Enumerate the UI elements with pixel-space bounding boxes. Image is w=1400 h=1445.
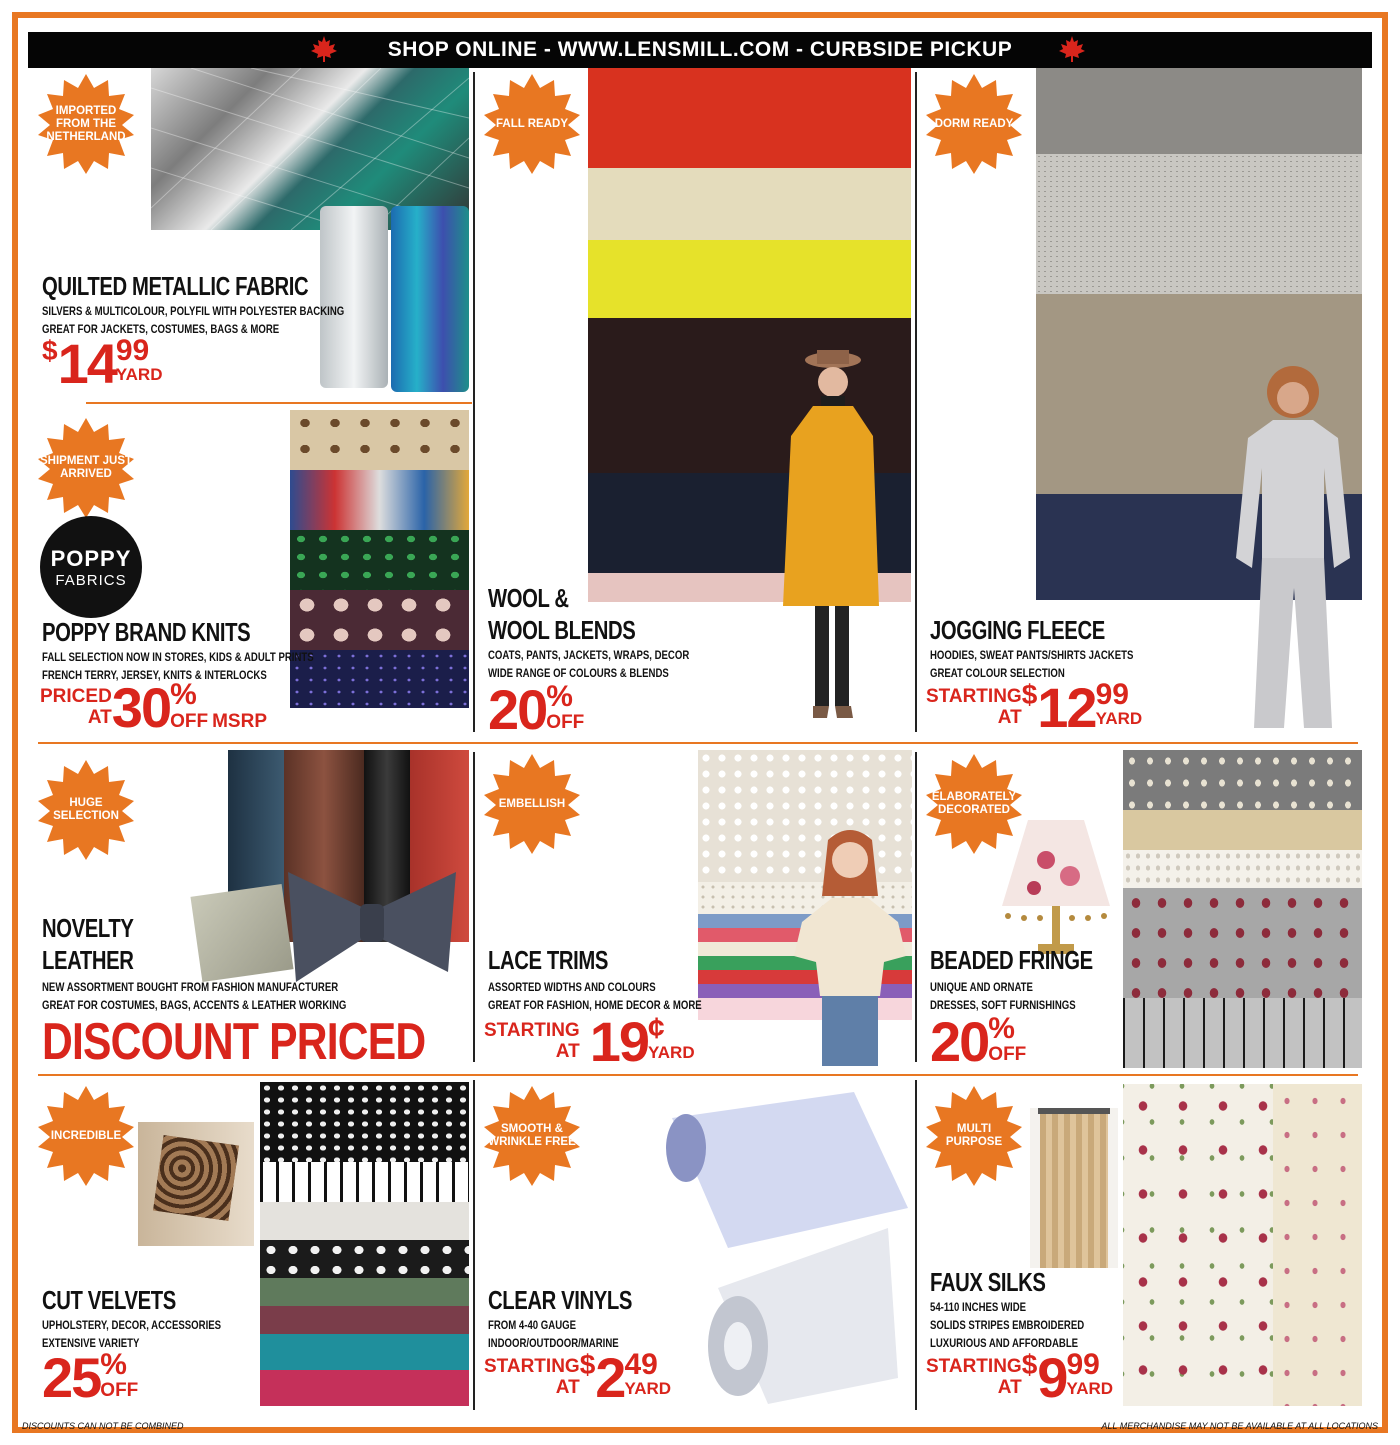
product-title: JOGGING FLEECE bbox=[930, 615, 1105, 645]
cut-velvets-photo bbox=[260, 1082, 469, 1406]
price-tag: DISCOUNT PRICED bbox=[42, 1013, 426, 1071]
product-desc: FALL SELECTION NOW IN STORES, KIDS & ADULT PRINTS bbox=[42, 650, 314, 664]
price-tag: 20 % OFF bbox=[488, 678, 585, 741]
product-desc: HOODIES, SWEAT PANTS/SHIRTS JACKETS bbox=[930, 648, 1134, 662]
badge-burst: IMPORTED FROM THE NETHERLAND bbox=[34, 72, 138, 176]
footer-note-right: ALL MERCHANDISE MAY NOT BE AVAILABLE AT ALL LOCATIONS bbox=[1101, 1421, 1378, 1431]
iridescent-fabric-roll bbox=[391, 206, 469, 392]
price-tag: STARTING AT $12 99 YARD bbox=[926, 676, 1143, 739]
footer-note-left: DISCOUNTS CAN NOT BE COMBINED bbox=[22, 1421, 184, 1431]
product-desc: WIDE RANGE OF COLOURS & BLENDS bbox=[488, 666, 669, 680]
silver-fabric-roll bbox=[320, 206, 388, 388]
maple-leaf-icon bbox=[309, 34, 339, 64]
column-divider bbox=[473, 1080, 475, 1410]
column-divider bbox=[915, 1080, 917, 1410]
product-desc: NEW ASSORTMENT BOUGHT FROM FASHION MANUFACTURER bbox=[42, 980, 339, 994]
product-desc: UNIQUE AND ORNATE bbox=[930, 980, 1033, 994]
product-title: WOOL BLENDS bbox=[488, 615, 636, 645]
badge-burst: SHIPMENT JUST ARRIVED bbox=[34, 416, 138, 520]
flyer-page bbox=[28, 28, 1372, 1422]
velvet-pillow-photo bbox=[138, 1122, 254, 1246]
product-desc: GREAT FOR JACKETS, COSTUMES, BAGS & MORE bbox=[42, 322, 280, 336]
poppy-fabrics-logo: POPPY FABRICS bbox=[40, 516, 142, 618]
product-title: POPPY BRAND KNITS bbox=[42, 617, 251, 647]
badge-burst: ELABORATELY DECORATED bbox=[922, 752, 1026, 856]
price-tag: PRICED AT 30 % OFF MSRP bbox=[40, 676, 267, 739]
price-tag: STARTING AT $9 99 YARD bbox=[926, 1346, 1114, 1409]
top-banner[interactable] bbox=[28, 32, 1372, 68]
price-tag: 20 % OFF bbox=[930, 1010, 1027, 1073]
product-desc: GREAT FOR COSTUMES, BAGS, ACCENTS & LEATHER WORKING bbox=[42, 998, 347, 1012]
badge-burst: MULTI PURPOSE bbox=[922, 1084, 1026, 1188]
price-tag: STARTING AT 19 ¢ YARD bbox=[484, 1010, 695, 1073]
price-tag: STARTING AT $2 49 YARD bbox=[484, 1346, 672, 1409]
product-desc: EXTENSIVE VARIETY bbox=[42, 1336, 140, 1350]
product-title: LACE TRIMS bbox=[488, 945, 609, 975]
price-tag: $14 99 YARD bbox=[42, 332, 163, 395]
model-lace-top-illustration bbox=[788, 826, 912, 1066]
badge-burst: INCREDIBLE bbox=[34, 1084, 138, 1188]
product-title: CUT VELVETS bbox=[42, 1285, 176, 1315]
product-desc: FRENCH TERRY, JERSEY, KNITS & INTERLOCKS bbox=[42, 668, 267, 682]
maple-leaf-icon bbox=[1057, 34, 1087, 64]
product-title: QUILTED METALLIC FABRIC bbox=[42, 271, 309, 301]
product-desc: FROM 4-40 GAUGE bbox=[488, 1318, 577, 1332]
product-desc: SILVERS & MULTICOLOUR, POLYFIL WITH POLYESTER BACKING bbox=[42, 304, 345, 318]
leather-clutch-photo bbox=[190, 884, 293, 982]
price-tag: 25 % OFF bbox=[42, 1346, 139, 1409]
row-divider bbox=[38, 742, 1358, 744]
product-desc: COATS, PANTS, JACKETS, WRAPS, DECOR bbox=[488, 648, 690, 662]
product-desc: GREAT COLOUR SELECTION bbox=[930, 666, 1065, 680]
product-desc: DRESSES, SOFT FURNISHINGS bbox=[930, 998, 1076, 1012]
product-desc: ASSORTED WIDTHS AND COLOURS bbox=[488, 980, 656, 994]
model-coat-illustration bbox=[773, 346, 885, 736]
badge-burst: DORM READY bbox=[922, 72, 1026, 176]
clear-vinyl-photo bbox=[658, 1088, 910, 1404]
column-divider bbox=[915, 752, 917, 1062]
product-title: BEADED FRINGE bbox=[930, 945, 1093, 975]
silk-curtain-photo bbox=[1030, 1108, 1118, 1268]
product-desc: 54-110 INCHES WIDE bbox=[930, 1300, 1027, 1314]
badge-burst: EMBELLISH bbox=[480, 752, 584, 856]
product-title: NOVELTY bbox=[42, 913, 134, 943]
badge-burst: SMOOTH & WRINKLE FREE bbox=[480, 1084, 584, 1188]
product-desc: UPHOLSTERY, DECOR, ACCESSORIES bbox=[42, 1318, 222, 1332]
row-divider bbox=[86, 402, 472, 404]
column-divider bbox=[473, 752, 475, 1062]
column-divider bbox=[473, 72, 475, 732]
model-jogging-illustration bbox=[1228, 358, 1358, 736]
badge-burst: HUGE SELECTION bbox=[34, 758, 138, 862]
product-title: CLEAR VINYLS bbox=[488, 1285, 633, 1315]
product-desc: INDOOR/OUTDOOR/MARINE bbox=[488, 1336, 619, 1350]
badge-burst: FALL READY bbox=[480, 72, 584, 176]
banner-text[interactable]: SHOP ONLINE - WWW.LENSMILL.COM - CURBSIDE PICKUP bbox=[387, 38, 1013, 61]
row-divider bbox=[38, 1074, 1358, 1076]
product-desc: SOLIDS STRIPES EMBROIDERED bbox=[930, 1318, 1085, 1332]
product-desc: LUXURIOUS AND AFFORDABLE bbox=[930, 1336, 1079, 1350]
product-title: WOOL & bbox=[488, 583, 569, 613]
product-desc: GREAT FOR FASHION, HOME DECOR & MORE bbox=[488, 998, 702, 1012]
column-divider bbox=[915, 72, 917, 732]
product-title: LEATHER bbox=[42, 945, 134, 975]
product-title: FAUX SILKS bbox=[930, 1267, 1046, 1297]
faux-silks-photo bbox=[1123, 1084, 1362, 1406]
poppy-knits-photo bbox=[290, 410, 469, 708]
beaded-fringe-photo bbox=[1123, 750, 1362, 1068]
